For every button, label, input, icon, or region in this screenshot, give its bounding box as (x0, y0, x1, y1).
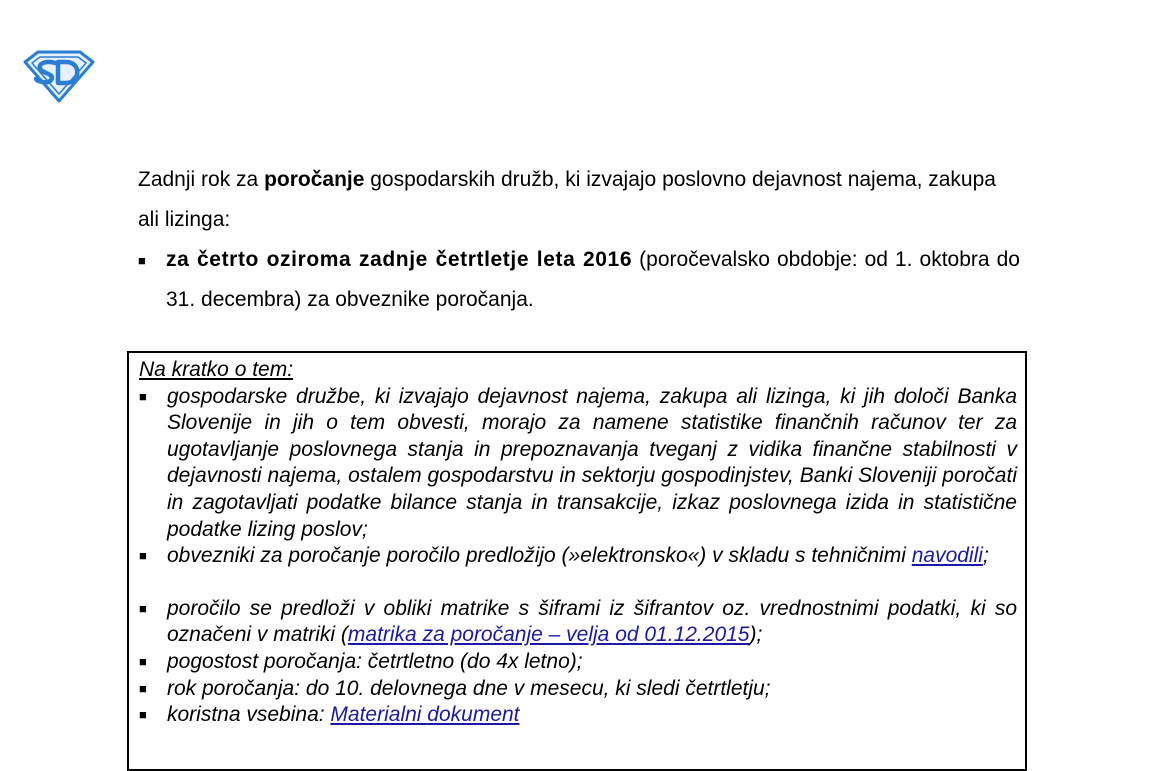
sd-shield-logo-icon (22, 48, 96, 104)
summary-title: Na kratko o tem: (139, 358, 294, 381)
list-item (139, 384, 1017, 544)
deadline-period: za četrto oziroma zadnje četrtletje leta 2016 (166, 248, 633, 271)
intro-bold-term: poročanje (264, 168, 365, 191)
instructions-link[interactable]: navodili (911, 544, 983, 568)
square-bullet-icon: ■ (139, 600, 147, 616)
list-item (139, 649, 1017, 676)
list-item-text: pogostost poročanja: četrtletno (do 4x letno); (167, 649, 583, 673)
deadline-bullet (138, 240, 1020, 320)
list-item-text: ); (749, 623, 763, 647)
list-item-text: poročilo se predloži v obliki matrike s šiframi iz šifrantov oz. vrednostnimi podatki, ki so označeni v matriki ( (167, 596, 1017, 647)
intro-paragraph (138, 160, 1020, 240)
square-bullet-icon: ■ (138, 253, 146, 268)
summary-list (139, 384, 1017, 729)
list-item (139, 676, 1017, 703)
reporting-matrix-link[interactable]: matrika za poročanje – velja od 01.12.2015 (347, 623, 750, 647)
square-bullet-icon: ■ (139, 548, 147, 564)
list-item-text: koristna vsebina: (167, 703, 331, 727)
list-item-text: obvezniki za poročanje poročilo predložijo (»elektronsko«) v skladu s tehničnimi (167, 544, 912, 568)
summary-box (127, 351, 1027, 771)
company-logo (22, 48, 96, 104)
intro-text: gospodarskih družb, ki izvajajo poslovno dejavnost najema, zakupa ali lizinga: (138, 168, 996, 231)
square-bullet-icon: ■ (139, 388, 147, 404)
square-bullet-icon: ■ (139, 653, 147, 669)
square-bullet-icon: ■ (139, 707, 147, 723)
intro-section (138, 160, 1020, 320)
material-document-link[interactable]: Materialni dokument (330, 703, 520, 727)
list-item (139, 702, 1017, 729)
intro-text: Zadnji rok za (138, 168, 265, 191)
deadline-details: (poročevalsko obdobje: od 1. oktobra do 31. decembra) za obveznike poročanja. (166, 248, 1020, 311)
square-bullet-icon: ■ (139, 680, 147, 696)
list-item (139, 543, 1017, 570)
list-item-text: gospodarske družbe, ki izvajajo dejavnost najema, zakupa ali lizinga, ki jih določi Banka Slovenije in jih o tem obvesti, morajo za namene statistike finančnih računov ter za ugotavljanje poslovnega stanja in prepoznavanja tveganj z vidika finančne stabilnosti v dejavnosti najema, ostalem gospodarstvu in sektorju gospodinjstev, Banki Sloveniji poročati in zagotavljati podatke bilance stanja in transakcije, izkaz poslovnega izida in statistične podatke lizing poslov; (167, 384, 1017, 541)
list-item-text: ; (982, 544, 989, 568)
list-item-text: rok poročanja: do 10. delovnega dne v mesecu, ki sledi četrtletju; (167, 676, 771, 700)
list-item (139, 596, 1017, 649)
